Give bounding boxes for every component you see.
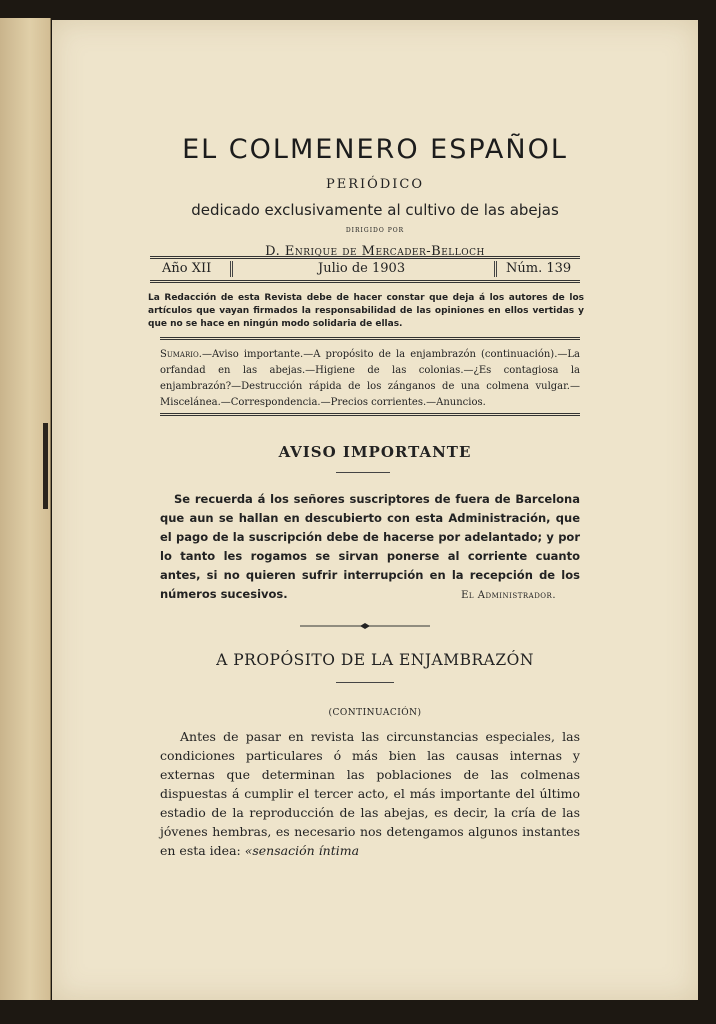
journal-title: EL COLMENERO ESPAÑOL: [182, 134, 568, 165]
heading-underline: [336, 472, 390, 473]
notice-rule: [160, 337, 580, 338]
aviso-heading: AVISO IMPORTANTE: [278, 443, 472, 461]
issue-info-row: [150, 260, 580, 278]
ornament-divider: [300, 622, 430, 630]
article-heading-underline: [336, 682, 394, 683]
facing-page-edge: [0, 18, 51, 1000]
continuation-label: (CONTINUACIÓN): [328, 708, 422, 718]
summary-rule: [160, 413, 580, 414]
top-rule-double: [150, 258, 580, 259]
summary-block: [160, 347, 580, 411]
article-body-italic: «sensación íntima: [244, 843, 360, 858]
notice-rule-double: [160, 339, 580, 340]
directed-by-label: DIRIGIDO POR: [345, 227, 405, 234]
summary-text: —Aviso importante.—A propósito de la enjambrazón (continuación).—La orfandad en las abejas.—Higiene de las colonias.—¿Es contagiosa la enjambrazón?—Destrucción rápida de los zánganos de una colmena vulgar.—Miscelánea.—Correspondencia.—Precios corrientes.—Anuncios.: [160, 349, 580, 408]
issue-date: Julio de 1903: [318, 261, 406, 276]
journal-subtitle: dedicado exclusivamente al cultivo de las abejas: [191, 201, 559, 219]
document-page: [52, 20, 698, 1000]
separator: [230, 261, 233, 277]
summary-label: Sumario.: [160, 349, 202, 360]
issue-year: Año XII: [162, 261, 212, 276]
binding-shadow: [43, 423, 48, 509]
summary-rule-double: [160, 415, 580, 416]
top-rule: [150, 256, 580, 257]
issue-number: Núm. 139: [506, 261, 572, 276]
aviso-signature: El Administrador.: [461, 590, 556, 601]
article-body: [160, 727, 580, 860]
info-rule: [150, 280, 580, 281]
separator: [494, 261, 497, 277]
aviso-body: Se recuerda á los señores suscriptores de fuera de Barcelona que aun se hallan en descubierto con esta Administración, que el pago de la suscripción debe de hacerse por adelantado; y por lo tanto les rogamos se sirvan ponerse al corriente cuanto antes, si no quieren sufrir interrupción en la recepción de los números sucesivos.: [160, 492, 580, 601]
journal-type: PERIÓDICO: [326, 177, 424, 192]
director-name: D. Enrique de Mercader-Belloch: [265, 244, 485, 259]
info-rule-double: [150, 282, 580, 283]
editorial-notice: La Redacción de esta Revista debe de hacer constar que deja á los autores de los artículos que vayan firmados la responsabilidad de las opiniones en ellos vertidas y que no se hace en ningún modo solidaria de ellas.: [148, 293, 584, 329]
article-heading: A PROPÓSITO DE LA ENJAMBRAZÓN: [216, 651, 534, 669]
article-body-text: Antes de pasar en revista las circunstancias especiales, las condiciones particulares ó más bien las causas internas y externas que determinan las poblaciones de las colmenas dispuestas á cumplir el tercer acto, el más importante del último estadio de la reproducción de las abejas, es decir, la cría de las jóvenes hembras, es necesario nos detengamos algunos instantes en esta idea:: [160, 729, 580, 858]
